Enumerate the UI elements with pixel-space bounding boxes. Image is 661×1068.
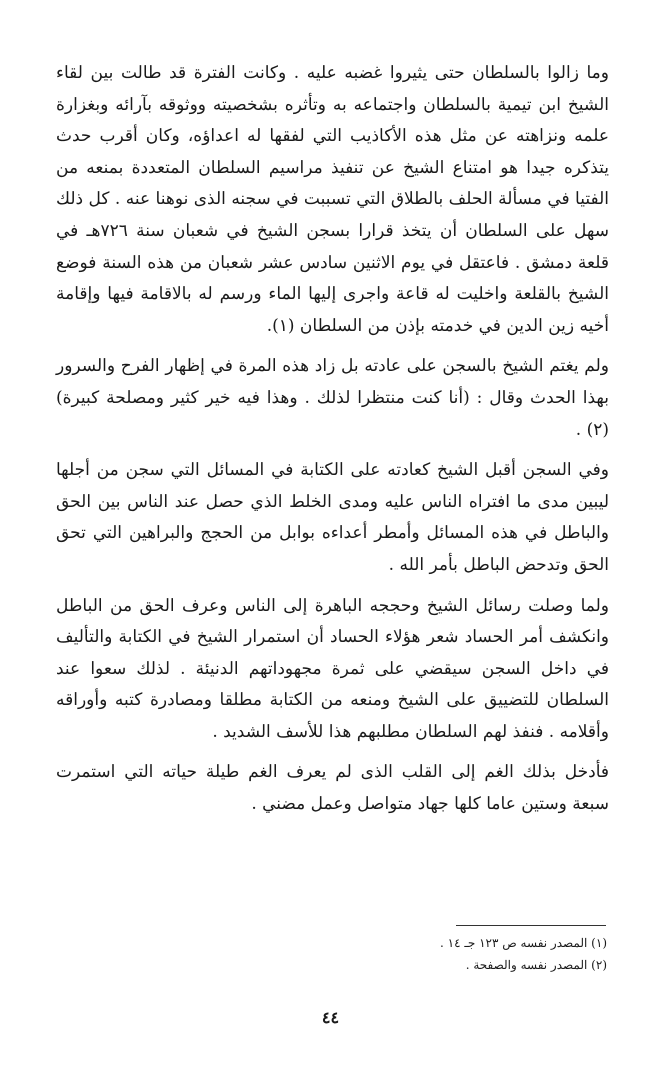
paragraph-2: ولم يغتم الشيخ بالسجن على عادته بل زاد هذه المرة في إظهار الفرح والسرور بهذا الحدث وقال : (أنا كنت منتظرا لذلك . وهذا فيه خير كثير ومصلحة كبيرة)(٢) . xyxy=(56,356,609,440)
footnote-2: (٢) المصدر نفسه والصفحة . xyxy=(465,958,607,972)
paragraph-1: وما زالوا بالسلطان حتى يثيروا غضبه عليه . وكانت الفترة قد طالت بين لقاء الشيخ ابن تيمية بالسلطان واجتماعه به وتأثره بشخصيته ووثوقه بآرائه وبغزارة علمه ونزاهته عن مثل هذه الأكاذيب التي لفقها له اعداؤه، وكان أقرب حدث يتذكره جيدا هو امتناع الشيخ عن تنفيذ مراسيم السلطان المتعددة بمنعه من الفتيا في مسألة الحلف بالطلاق التي تسببت في سجنه الذى نوهنا عنه . كل ذلك سهل على السلطان أن يتخذ قرارا بسجن الشيخ في شعبان سنة ٧٢٦هـ في قلعة دمشق . فاعتقل في يوم الاثنين سادس عشر شعبان من هذه السنة فوضع الشيخ بالقلعة واخليت له قاعة واجرى إليها الماء ورسم له بالاقامة فيها وإقامة أخيه زين الدين في خدمته بإذن من السلطان (١). xyxy=(56,63,609,336)
page-number: ٤٤ xyxy=(321,1008,340,1027)
footnote-divider xyxy=(456,925,606,926)
paragraph-5: فأدخل بذلك الغم إلى القلب الذى لم يعرف الغم طيلة حياته التي استمرت سبعة وستين عاما كلها جهاد متواصل وعمل مضني . xyxy=(56,762,609,815)
body-text xyxy=(56,58,609,821)
footnote-1: (١) المصدر نفسه ص ١٢٣ جـ ١٤ . xyxy=(439,936,607,950)
paragraph-4: ولما وصلت رسائل الشيخ وحججه الباهرة إلى الناس وعرف الحق من الباطل وانكشف أمر الحساد شعر هؤلاء الحساد أن استمرار الشيخ في الكتابة والتأليف في داخل السجن سيقضي على ثمرة مجهوداتهم الدنيئة . لذلك سعوا عند السلطان للتضييق على الشيخ ومنعه من الكتابة مطلقا ومصادرة كتبه وأوراقه وأقلامه . فنفذ لهم السلطان مطلبهم هذا للأسف الشديد . xyxy=(56,595,609,742)
paragraph-3: وفي السجن أقبل الشيخ كعادته على الكتابة في المسائل التي سجن من أجلها ليبين مدى ما افتراه الناس عليه ومدى الخلط الذي حصل عند الناس بين الحق والباطل في هذه المسائل وأمطر أعداءه بوابل من الحجج والبراهين التي تحق الحق وتدحض الباطل بأمر الله . xyxy=(56,460,609,575)
footnotes xyxy=(200,932,607,976)
